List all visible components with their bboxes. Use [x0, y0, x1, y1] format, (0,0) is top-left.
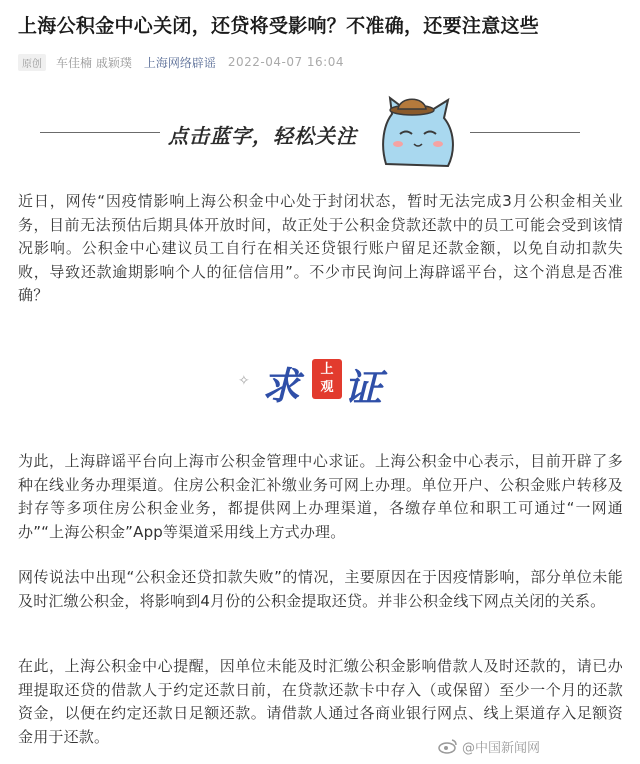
- seal-char-qiu: 求: [262, 363, 301, 408]
- follow-banner[interactable]: [0, 90, 640, 170]
- sparkle-icon: ✧: [238, 373, 250, 389]
- source-watermark: [438, 736, 540, 756]
- paragraph-rumor: 近日，网传“因疫情影响上海公积金中心处于封闭状态，暂时无法完成3月公积金相关业务，目前无法预估后期具体开放时间，故正处于公积金贷款还款中的员工可能会受到该情况影响。公积金中心建议员工自行在相关还贷银行账户留足还款金额，以免自动扣款失败，导致还款逾期影响个人的征信信用”。不少市民询问上海辟谣平台，这个消息是否准确？: [18, 192, 623, 304]
- article-title: 上海公积金中心关闭，还贷将受影响？不准确，还要注意这些: [18, 15, 540, 37]
- banner-divider-right: [470, 132, 580, 133]
- cat-mascot-icon: [378, 94, 458, 170]
- banner-divider-left: [40, 132, 160, 133]
- seal-char-zheng: 证: [344, 365, 383, 410]
- publish-date: 2022-04-07 16:04: [227, 55, 344, 69]
- badge-line-1: 上: [320, 362, 334, 377]
- shangguan-badge: [312, 359, 342, 399]
- follow-prompt: 点击蓝字，轻松关注: [168, 124, 357, 148]
- article-authors: 车佳楠 戚颖璞: [56, 55, 132, 70]
- verification-seal: [232, 345, 412, 415]
- paragraph-explanation: 网传说法中出现“公积金还贷扣款失败”的情况，主要原因在于因疫情影响，部分单位未能及时汇缴公积金，将影响到4月份的公积金提取还贷。并非公积金线下网点关闭的关系。: [18, 568, 623, 610]
- paragraph-verification: 为此，上海辟谣平台向上海市公积金管理中心求证。上海公积金中心表示，目前开辟了多种在线业务办理渠道。住房公积金汇补缴业务可网上办理。单位开户、公积金账户转移及封存等多项住房公积金业务，都提供网上办理渠道，各缴存单位和职工可通过“一网通办”“上海公积金”App等渠道采用线上方式办理。: [18, 452, 623, 541]
- original-tag: 原创: [18, 54, 46, 71]
- badge-line-2: 观: [320, 380, 334, 395]
- watermark-text: @中国新闻网: [462, 740, 541, 756]
- weibo-icon: [438, 738, 458, 754]
- paragraph-reminder: 在此，上海公积金中心提醒，因单位未能及时汇缴公积金影响借款人及时还款的，请已办理提取还贷的借款人于约定还款日前，在贷款还款卡中存入（或保留）至少一个月的还款资金，以便在约定还款日足额还款。请借款人通过各商业银行网点、线上渠道存入足额资金用于还款。: [18, 657, 623, 746]
- account-name-link[interactable]: 上海网络辟谣: [143, 55, 216, 70]
- article-meta: [18, 52, 344, 72]
